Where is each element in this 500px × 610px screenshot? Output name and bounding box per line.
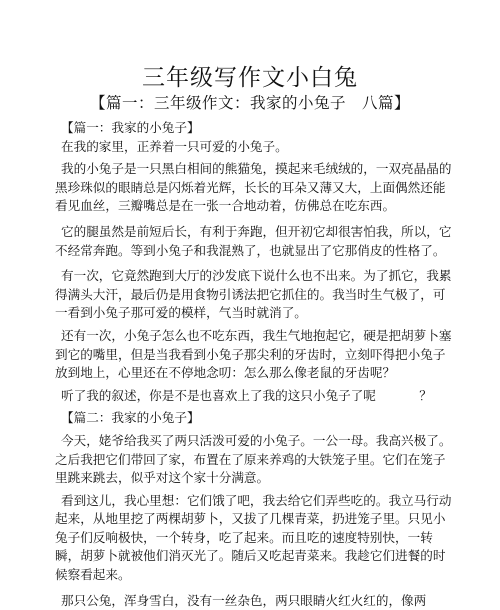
paragraph-text: 听了我的叙述，你是不是也喜欢上了我的这只小兔子了呢 [61, 387, 376, 403]
question-mark: ？ [419, 387, 432, 403]
document-subtitle: 【篇一：三年级作文：我家的小兔子 八篇】 [89, 94, 410, 112]
document-title: 三年级写作文小白兔 [142, 65, 358, 91]
paragraph: 有一次，它竟然跑到大厅的沙发底下说什么也不出来。为了抓它，我累得满头大汗，最后仍是用食物引诱法把它抓住的。我当时生气极了，可一看到小兔子那可爱的模样，气当时就消了。 [55, 268, 452, 321]
section-heading-1: 【篇一：我家的小兔子】 [61, 120, 200, 135]
paragraph: 它的腿虽然是前短后长，有利于奔跑，但开初它却很害怕我，所以，它不经常奔跑。等到小兔子和我混熟了，也就显出了它那俏皮的性格了。 [55, 223, 452, 258]
paragraph: 那只公兔，浑身雪白，没有一丝杂色，两只眼睛火红火红的，像两 [61, 592, 427, 608]
paragraph: 在我的家里，正养着一只可爱的小兔子。 [61, 138, 288, 154]
paragraph: 今天，姥爷给我买了两只活泼可爱的小兔子。一公一母。我高兴极了。之后我把它们带回了家，布置在了原来养鸡的大铁笼子里。它们在笼子里跳来跳去，似乎对这个家十分满意。 [55, 432, 452, 486]
paragraph: 看到这儿，我心里想：它们饿了吧，我去给它们弄些吃的。我立马行动起来，从地里挖了两棵胡萝卜，又拔了几棵青菜，扔进笼子里。只见小兔子们反响极快，一个转身，吃了起来。而且吃的速度特别快，一转瞬，胡萝卜就被他们消灭光了。随后又吃起青菜来。我趁它们进餐的时候察看起来。 [55, 492, 452, 583]
paragraph: 还有一次，小兔子怎么也不吃东西，我生气地抱起它，硬是把胡萝卜塞到它的嘴里，但是当我看到小兔子那尖利的牙齿时，立刻吓得把小兔子放到地上，心里还在不停地念叨：怎么那么像老鼠的牙齿呢？ [55, 327, 452, 381]
document-body [55, 119, 455, 610]
section-heading-2: 【篇二：我家的小兔子】 [61, 410, 200, 426]
paragraph [55, 387, 455, 406]
paragraph: 我的小兔子是一只黑白相间的熊猫兔，摸起来毛绒绒的，一双亮晶晶的黑珍珠似的眼睛总是闪烁着光辉，长长的耳朵又薄又大，上面偶然还能看见血丝，三瓣嘴总是在一张一合地动着，仿佛总在吃东西。 [55, 161, 452, 214]
